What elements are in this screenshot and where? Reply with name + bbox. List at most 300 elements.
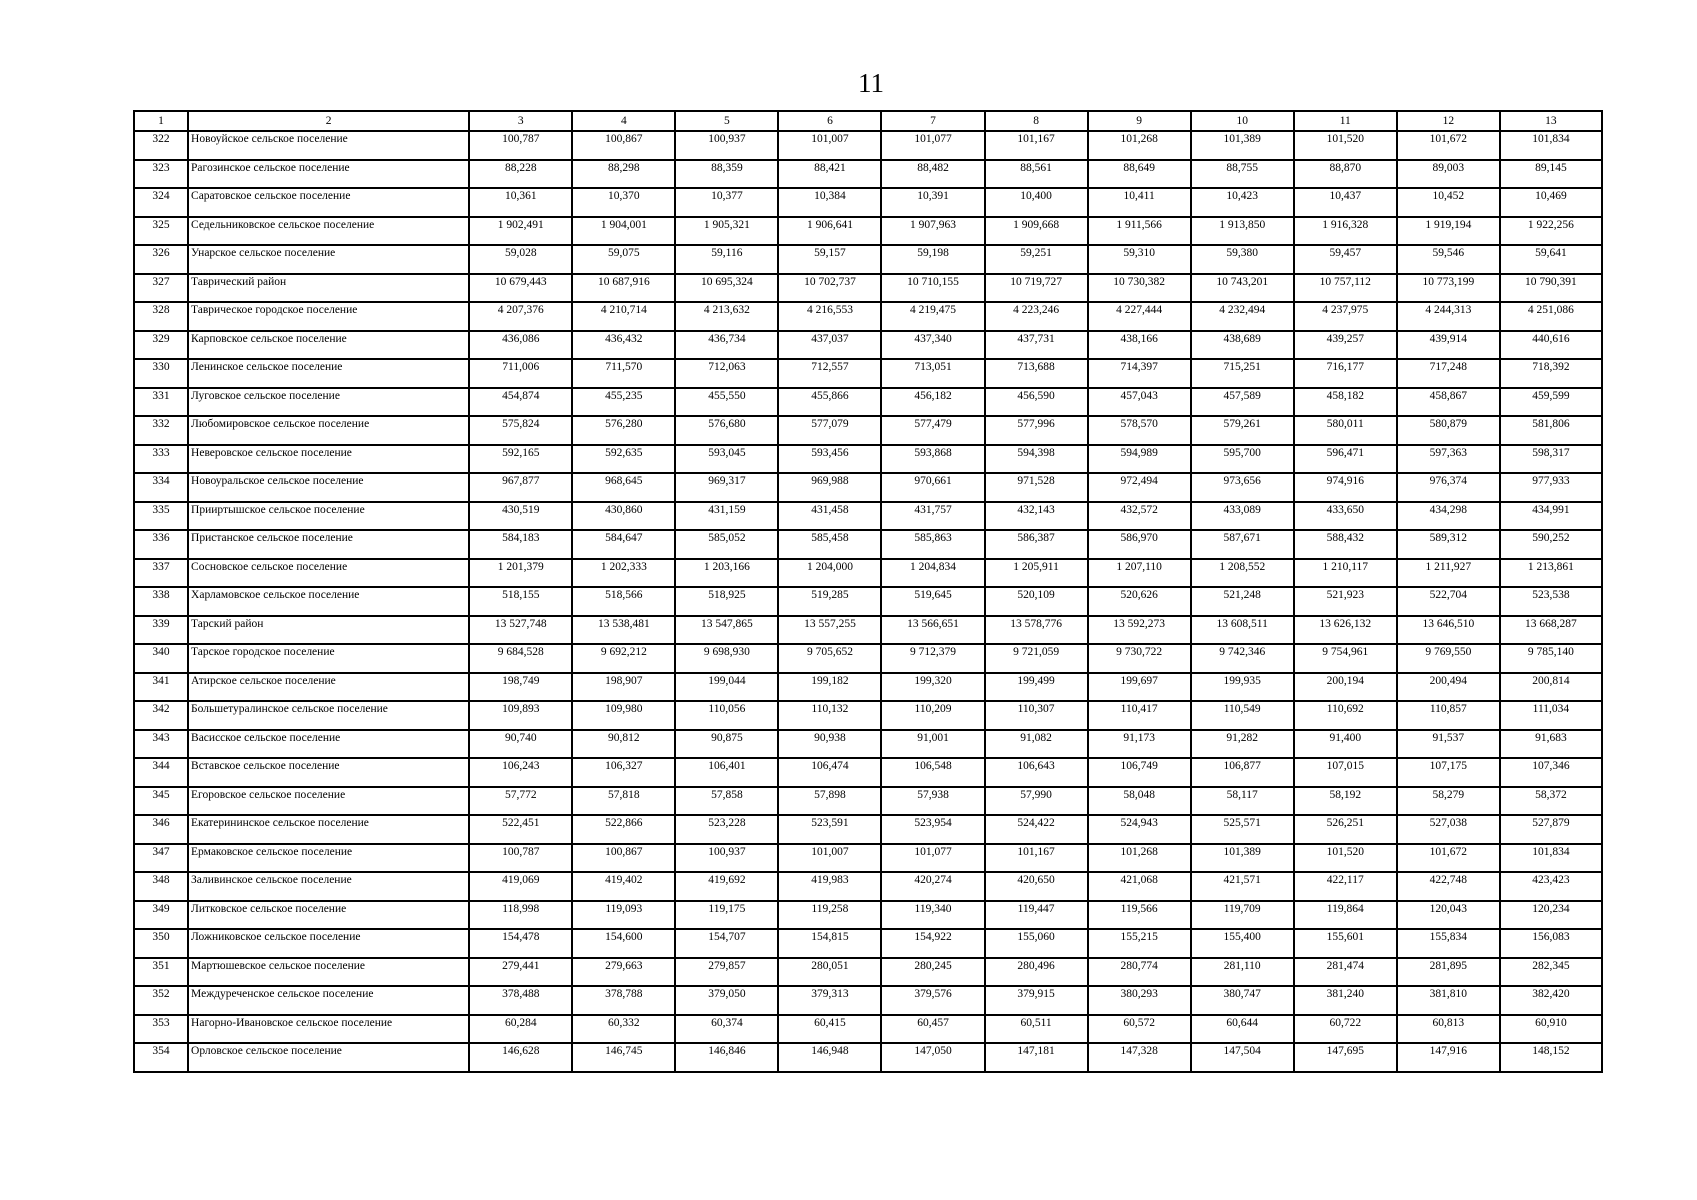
value-cell: 147,050 [881, 1043, 984, 1072]
data-table [133, 110, 1603, 1073]
value-cell: 60,572 [1088, 1015, 1191, 1044]
value-cell: 718,392 [1500, 359, 1602, 388]
value-cell: 13 592,273 [1088, 616, 1191, 645]
value-cell: 100,867 [572, 131, 675, 160]
value-cell: 439,257 [1294, 331, 1397, 360]
value-cell: 13 608,511 [1191, 616, 1294, 645]
value-cell: 974,916 [1294, 473, 1397, 502]
table-row [134, 587, 1602, 616]
row-number-cell: 342 [134, 701, 188, 730]
row-number-cell: 349 [134, 901, 188, 930]
row-number-cell: 343 [134, 730, 188, 759]
value-cell: 1 211,927 [1397, 559, 1500, 588]
value-cell: 59,198 [881, 245, 984, 274]
value-cell: 4 207,376 [469, 302, 572, 331]
value-cell: 10 679,443 [469, 274, 572, 303]
value-cell: 523,228 [675, 815, 778, 844]
row-number-cell: 335 [134, 502, 188, 531]
value-cell: 522,704 [1397, 587, 1500, 616]
value-cell: 585,052 [675, 530, 778, 559]
value-cell: 148,152 [1500, 1043, 1602, 1072]
row-number-cell: 333 [134, 445, 188, 474]
value-cell: 110,056 [675, 701, 778, 730]
value-cell: 101,389 [1191, 844, 1294, 873]
value-cell: 101,834 [1500, 131, 1602, 160]
value-cell: 9 754,961 [1294, 644, 1397, 673]
value-cell: 518,155 [469, 587, 572, 616]
value-cell: 10,361 [469, 188, 572, 217]
value-cell: 281,474 [1294, 958, 1397, 987]
value-cell: 110,692 [1294, 701, 1397, 730]
value-cell: 101,520 [1294, 131, 1397, 160]
value-cell: 457,043 [1088, 388, 1191, 417]
value-cell: 576,680 [675, 416, 778, 445]
value-cell: 88,421 [778, 160, 881, 189]
value-cell: 593,868 [881, 445, 984, 474]
value-cell: 88,228 [469, 160, 572, 189]
value-cell: 10,423 [1191, 188, 1294, 217]
table-row [134, 730, 1602, 759]
value-cell: 527,038 [1397, 815, 1500, 844]
value-cell: 9 712,379 [881, 644, 984, 673]
value-cell: 1 210,117 [1294, 559, 1397, 588]
value-cell: 438,689 [1191, 331, 1294, 360]
value-cell: 101,834 [1500, 844, 1602, 873]
value-cell: 59,251 [985, 245, 1088, 274]
municipality-name-cell: Новоуйское сельское поселение [188, 131, 469, 160]
value-cell: 200,494 [1397, 673, 1500, 702]
value-cell: 280,774 [1088, 958, 1191, 987]
value-cell: 713,051 [881, 359, 984, 388]
value-cell: 109,980 [572, 701, 675, 730]
value-cell: 379,050 [675, 986, 778, 1015]
value-cell: 91,683 [1500, 730, 1602, 759]
value-cell: 455,866 [778, 388, 881, 417]
value-cell: 89,145 [1500, 160, 1602, 189]
value-cell: 118,998 [469, 901, 572, 930]
value-cell: 88,755 [1191, 160, 1294, 189]
value-cell: 519,645 [881, 587, 984, 616]
value-cell: 120,043 [1397, 901, 1500, 930]
value-cell: 200,194 [1294, 673, 1397, 702]
value-cell: 10,384 [778, 188, 881, 217]
municipality-name-cell: Тарский район [188, 616, 469, 645]
municipality-name-cell: Литковское сельское поселение [188, 901, 469, 930]
value-cell: 1 916,328 [1294, 217, 1397, 246]
table-row [134, 958, 1602, 987]
value-cell: 106,327 [572, 758, 675, 787]
table-row [134, 559, 1602, 588]
value-cell: 110,307 [985, 701, 1088, 730]
value-cell: 379,313 [778, 986, 881, 1015]
value-cell: 199,044 [675, 673, 778, 702]
value-cell: 581,806 [1500, 416, 1602, 445]
municipality-name-cell: Мартюшевское сельское поселение [188, 958, 469, 987]
value-cell: 575,824 [469, 416, 572, 445]
value-cell: 977,933 [1500, 473, 1602, 502]
value-cell: 419,069 [469, 872, 572, 901]
value-cell: 9 684,528 [469, 644, 572, 673]
value-cell: 10,437 [1294, 188, 1397, 217]
value-cell: 281,895 [1397, 958, 1500, 987]
value-cell: 518,925 [675, 587, 778, 616]
value-cell: 419,692 [675, 872, 778, 901]
value-cell: 155,400 [1191, 929, 1294, 958]
value-cell: 155,834 [1397, 929, 1500, 958]
column-header: 6 [778, 111, 881, 131]
value-cell: 60,457 [881, 1015, 984, 1044]
value-cell: 432,143 [985, 502, 1088, 531]
value-cell: 1 906,641 [778, 217, 881, 246]
value-cell: 712,063 [675, 359, 778, 388]
value-cell: 589,312 [1397, 530, 1500, 559]
value-cell: 711,570 [572, 359, 675, 388]
municipality-name-cell: Пристанское сельское поселение [188, 530, 469, 559]
value-cell: 436,432 [572, 331, 675, 360]
value-cell: 90,740 [469, 730, 572, 759]
value-cell: 378,788 [572, 986, 675, 1015]
value-cell: 578,570 [1088, 416, 1191, 445]
value-cell: 1 919,194 [1397, 217, 1500, 246]
value-cell: 91,400 [1294, 730, 1397, 759]
table-row [134, 331, 1602, 360]
value-cell: 57,818 [572, 787, 675, 816]
value-cell: 382,420 [1500, 986, 1602, 1015]
value-cell: 101,389 [1191, 131, 1294, 160]
value-cell: 59,028 [469, 245, 572, 274]
value-cell: 577,479 [881, 416, 984, 445]
table-body [134, 131, 1602, 1072]
value-cell: 147,328 [1088, 1043, 1191, 1072]
municipality-name-cell: Ложниковское сельское поселение [188, 929, 469, 958]
value-cell: 58,048 [1088, 787, 1191, 816]
value-cell: 106,643 [985, 758, 1088, 787]
value-cell: 154,707 [675, 929, 778, 958]
value-cell: 970,661 [881, 473, 984, 502]
municipality-name-cell: Ленинское сельское поселение [188, 359, 469, 388]
value-cell: 10,377 [675, 188, 778, 217]
value-cell: 9 721,059 [985, 644, 1088, 673]
value-cell: 459,599 [1500, 388, 1602, 417]
value-cell: 580,011 [1294, 416, 1397, 445]
value-cell: 422,117 [1294, 872, 1397, 901]
value-cell: 154,600 [572, 929, 675, 958]
value-cell: 524,943 [1088, 815, 1191, 844]
value-cell: 155,601 [1294, 929, 1397, 958]
value-cell: 579,261 [1191, 416, 1294, 445]
value-cell: 437,340 [881, 331, 984, 360]
value-cell: 10 730,382 [1088, 274, 1191, 303]
value-cell: 10 773,199 [1397, 274, 1500, 303]
value-cell: 57,938 [881, 787, 984, 816]
municipality-name-cell: Таврический район [188, 274, 469, 303]
value-cell: 279,441 [469, 958, 572, 987]
table-row [134, 844, 1602, 873]
value-cell: 431,757 [881, 502, 984, 531]
value-cell: 280,051 [778, 958, 881, 987]
municipality-name-cell: Междуреченское сельское поселение [188, 986, 469, 1015]
row-number-cell: 322 [134, 131, 188, 160]
value-cell: 586,387 [985, 530, 1088, 559]
value-cell: 13 578,776 [985, 616, 1088, 645]
value-cell: 88,649 [1088, 160, 1191, 189]
table-row [134, 274, 1602, 303]
value-cell: 4 223,246 [985, 302, 1088, 331]
value-cell: 281,110 [1191, 958, 1294, 987]
value-cell: 100,937 [675, 844, 778, 873]
value-cell: 1 202,333 [572, 559, 675, 588]
value-cell: 523,591 [778, 815, 881, 844]
value-cell: 13 566,651 [881, 616, 984, 645]
row-number-cell: 354 [134, 1043, 188, 1072]
value-cell: 10 757,112 [1294, 274, 1397, 303]
column-header: 13 [1500, 111, 1602, 131]
value-cell: 1 207,110 [1088, 559, 1191, 588]
municipality-name-cell: Луговское сельское поселение [188, 388, 469, 417]
row-number-cell: 334 [134, 473, 188, 502]
table-row [134, 530, 1602, 559]
row-number-cell: 323 [134, 160, 188, 189]
value-cell: 10,391 [881, 188, 984, 217]
value-cell: 101,007 [778, 131, 881, 160]
value-cell: 119,340 [881, 901, 984, 930]
value-cell: 147,504 [1191, 1043, 1294, 1072]
value-cell: 100,787 [469, 844, 572, 873]
value-cell: 712,557 [778, 359, 881, 388]
municipality-name-cell: Карповское сельское поселение [188, 331, 469, 360]
value-cell: 523,954 [881, 815, 984, 844]
value-cell: 13 646,510 [1397, 616, 1500, 645]
value-cell: 972,494 [1088, 473, 1191, 502]
value-cell: 423,423 [1500, 872, 1602, 901]
value-cell: 436,086 [469, 331, 572, 360]
table-row [134, 872, 1602, 901]
value-cell: 711,006 [469, 359, 572, 388]
value-cell: 455,550 [675, 388, 778, 417]
row-number-cell: 332 [134, 416, 188, 445]
value-cell: 10 719,727 [985, 274, 1088, 303]
value-cell: 419,402 [572, 872, 675, 901]
value-cell: 969,317 [675, 473, 778, 502]
value-cell: 91,082 [985, 730, 1088, 759]
municipality-name-cell: Прииртышское сельское поселение [188, 502, 469, 531]
value-cell: 716,177 [1294, 359, 1397, 388]
table-row [134, 787, 1602, 816]
page-number: 11 [858, 68, 884, 98]
value-cell: 577,079 [778, 416, 881, 445]
value-cell: 4 216,553 [778, 302, 881, 331]
value-cell: 10,411 [1088, 188, 1191, 217]
value-cell: 430,519 [469, 502, 572, 531]
value-cell: 1 913,850 [1191, 217, 1294, 246]
value-cell: 88,298 [572, 160, 675, 189]
table-row [134, 901, 1602, 930]
value-cell: 596,471 [1294, 445, 1397, 474]
value-cell: 100,937 [675, 131, 778, 160]
value-cell: 58,279 [1397, 787, 1500, 816]
row-number-cell: 339 [134, 616, 188, 645]
value-cell: 1 204,000 [778, 559, 881, 588]
value-cell: 519,285 [778, 587, 881, 616]
value-cell: 110,132 [778, 701, 881, 730]
value-cell: 4 244,313 [1397, 302, 1500, 331]
value-cell: 10,452 [1397, 188, 1500, 217]
row-number-cell: 352 [134, 986, 188, 1015]
value-cell: 106,474 [778, 758, 881, 787]
value-cell: 422,748 [1397, 872, 1500, 901]
value-cell: 438,166 [1088, 331, 1191, 360]
value-cell: 59,457 [1294, 245, 1397, 274]
value-cell: 119,566 [1088, 901, 1191, 930]
value-cell: 1 904,001 [572, 217, 675, 246]
table-row [134, 673, 1602, 702]
value-cell: 90,938 [778, 730, 881, 759]
value-cell: 101,268 [1088, 844, 1191, 873]
value-cell: 199,320 [881, 673, 984, 702]
value-cell: 580,879 [1397, 416, 1500, 445]
table-row [134, 188, 1602, 217]
value-cell: 147,181 [985, 1043, 1088, 1072]
value-cell: 439,914 [1397, 331, 1500, 360]
row-number-cell: 326 [134, 245, 188, 274]
municipality-name-cell: Заливинское сельское поселение [188, 872, 469, 901]
value-cell: 101,007 [778, 844, 881, 873]
municipality-name-cell: Сосновское сельское поселение [188, 559, 469, 588]
value-cell: 13 547,865 [675, 616, 778, 645]
value-cell: 1 922,256 [1500, 217, 1602, 246]
value-cell: 1 204,834 [881, 559, 984, 588]
value-cell: 437,731 [985, 331, 1088, 360]
value-cell: 10 743,201 [1191, 274, 1294, 303]
value-cell: 146,846 [675, 1043, 778, 1072]
value-cell: 9 730,722 [1088, 644, 1191, 673]
value-cell: 594,989 [1088, 445, 1191, 474]
row-number-cell: 351 [134, 958, 188, 987]
value-cell: 60,415 [778, 1015, 881, 1044]
value-cell: 4 210,714 [572, 302, 675, 331]
table-row [134, 416, 1602, 445]
value-cell: 436,734 [675, 331, 778, 360]
column-header: 5 [675, 111, 778, 131]
table-row [134, 217, 1602, 246]
value-cell: 4 219,475 [881, 302, 984, 331]
municipality-name-cell: Вставское сельское поселение [188, 758, 469, 787]
value-cell: 154,922 [881, 929, 984, 958]
column-header: 9 [1088, 111, 1191, 131]
value-cell: 1 907,963 [881, 217, 984, 246]
value-cell: 59,157 [778, 245, 881, 274]
value-cell: 91,537 [1397, 730, 1500, 759]
value-cell: 279,663 [572, 958, 675, 987]
value-cell: 200,814 [1500, 673, 1602, 702]
value-cell: 379,915 [985, 986, 1088, 1015]
column-header: 11 [1294, 111, 1397, 131]
header-row [134, 111, 1602, 131]
table-row [134, 131, 1602, 160]
value-cell: 90,875 [675, 730, 778, 759]
value-cell: 60,813 [1397, 1015, 1500, 1044]
row-number-cell: 347 [134, 844, 188, 873]
value-cell: 420,274 [881, 872, 984, 901]
value-cell: 521,248 [1191, 587, 1294, 616]
value-cell: 199,499 [985, 673, 1088, 702]
value-cell: 9 742,346 [1191, 644, 1294, 673]
value-cell: 4 237,975 [1294, 302, 1397, 331]
value-cell: 57,772 [469, 787, 572, 816]
value-cell: 119,447 [985, 901, 1088, 930]
municipality-name-cell: Тарское городское поселение [188, 644, 469, 673]
municipality-name-cell: Нагорно-Ивановское сельское поселение [188, 1015, 469, 1044]
value-cell: 101,167 [985, 844, 1088, 873]
value-cell: 13 557,255 [778, 616, 881, 645]
value-cell: 60,910 [1500, 1015, 1602, 1044]
value-cell: 106,243 [469, 758, 572, 787]
table-row [134, 701, 1602, 730]
value-cell: 457,589 [1191, 388, 1294, 417]
table-row [134, 815, 1602, 844]
municipality-name-cell: Любомировское сельское поселение [188, 416, 469, 445]
table-row [134, 616, 1602, 645]
value-cell: 378,488 [469, 986, 572, 1015]
row-number-cell: 324 [134, 188, 188, 217]
value-cell: 9 698,930 [675, 644, 778, 673]
table-row [134, 445, 1602, 474]
value-cell: 110,857 [1397, 701, 1500, 730]
value-cell: 107,175 [1397, 758, 1500, 787]
column-header: 3 [469, 111, 572, 131]
value-cell: 155,060 [985, 929, 1088, 958]
municipality-name-cell: Васисское сельское поселение [188, 730, 469, 759]
value-cell: 88,482 [881, 160, 984, 189]
value-cell: 146,745 [572, 1043, 675, 1072]
value-cell: 440,616 [1500, 331, 1602, 360]
table-row [134, 644, 1602, 673]
table-row [134, 1043, 1602, 1072]
column-header: 4 [572, 111, 675, 131]
value-cell: 10,400 [985, 188, 1088, 217]
value-cell: 524,422 [985, 815, 1088, 844]
value-cell: 146,628 [469, 1043, 572, 1072]
value-cell: 584,647 [572, 530, 675, 559]
value-cell: 59,380 [1191, 245, 1294, 274]
table-row [134, 929, 1602, 958]
value-cell: 4 227,444 [1088, 302, 1191, 331]
value-cell: 588,432 [1294, 530, 1397, 559]
value-cell: 9 769,550 [1397, 644, 1500, 673]
value-cell: 593,045 [675, 445, 778, 474]
value-cell: 119,709 [1191, 901, 1294, 930]
value-cell: 597,363 [1397, 445, 1500, 474]
value-cell: 433,089 [1191, 502, 1294, 531]
municipality-name-cell: Неверовское сельское поселение [188, 445, 469, 474]
value-cell: 1 902,491 [469, 217, 572, 246]
row-number-cell: 345 [134, 787, 188, 816]
municipality-name-cell: Рагозинское сельское поселение [188, 160, 469, 189]
value-cell: 106,877 [1191, 758, 1294, 787]
value-cell: 590,252 [1500, 530, 1602, 559]
table-row [134, 160, 1602, 189]
row-number-cell: 338 [134, 587, 188, 616]
value-cell: 526,251 [1294, 815, 1397, 844]
value-cell: 4 213,632 [675, 302, 778, 331]
value-cell: 89,003 [1397, 160, 1500, 189]
value-cell: 592,635 [572, 445, 675, 474]
table-row [134, 245, 1602, 274]
value-cell: 456,590 [985, 388, 1088, 417]
municipality-name-cell: Атирское сельское поселение [188, 673, 469, 702]
table-row [134, 359, 1602, 388]
value-cell: 60,644 [1191, 1015, 1294, 1044]
